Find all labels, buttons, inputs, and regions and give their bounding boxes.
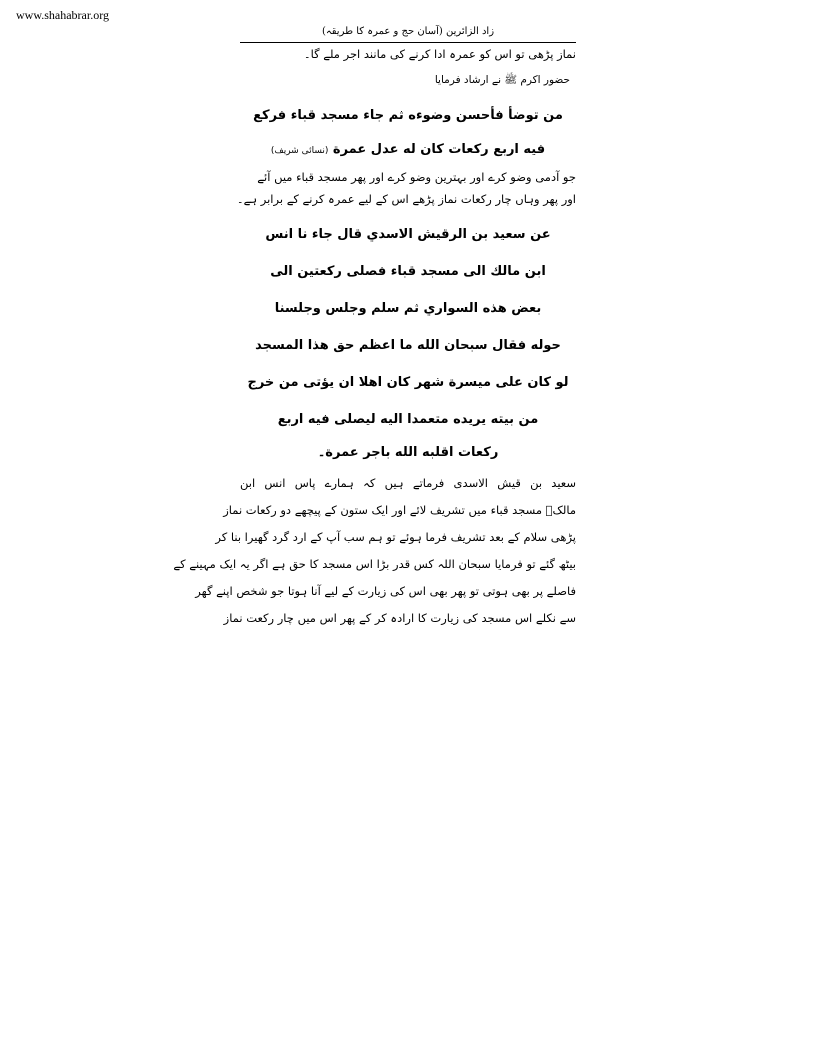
hadith-2-line-7: ركعات اقلبه الله باجر عمرة۔ bbox=[317, 445, 499, 460]
translation-2-line-6: سے نکلے اس مسجد کی زیارت کا ارادہ کر کے پھر اس میں چار رکعت نماز bbox=[223, 611, 576, 625]
hadith-2-block bbox=[240, 216, 576, 468]
hadith-2-line-2: ابن مالك الى مسجد قباء فصلى ركعتين الى bbox=[270, 264, 546, 279]
hadith-1-reference: (نسائی شریف) bbox=[270, 146, 329, 156]
translation-2-line-4: بیٹھ گئے تو فرمایا سبحان اللہ کس قدر بڑا اس مسجد کا حق ہے اگر یہ ایک مہینے کے bbox=[173, 557, 576, 571]
intro-line-1: نماز پڑھی تو اس کو عمرہ ادا کرنے کی مانند اجر ملے گا۔ bbox=[303, 47, 576, 61]
translation-1-line-2: اور پھر وہاں چار رکعات نماز پڑھے اس کے لیے عمرہ کرنے کے برابر ہے۔ bbox=[236, 192, 576, 206]
hadith-2-line-1: عن سعيد بن الرقيش الاسدي قال جاء نا انس bbox=[265, 227, 551, 242]
website-watermark: www.shahabrar.org bbox=[16, 8, 109, 22]
running-header: زاد الزائرین (آسان حج و عمرہ کا طریقہ) bbox=[240, 22, 576, 43]
translation-2-line-2: مالکؓ مسجد قباء میں تشریف لائے اور ایک ستون کے پیچھے دو رکعات نماز bbox=[223, 503, 576, 517]
hadith-2-line-4: حوله فقال سبحان الله ما اعظم حق هذا المسجد bbox=[255, 338, 561, 353]
translation-2-line-5: فاصلے پر بھی ہوتی تو پھر بھی اس کی زیارت کے لیے آنا ہوتا جو شخص اپنے گھر bbox=[195, 584, 576, 598]
hadith-2-line-5: لو كان على ميسرة شهر كان اهلا ان يؤتى من خرج bbox=[247, 375, 569, 390]
hadith-1-line-2 bbox=[240, 134, 576, 166]
book-page bbox=[173, 22, 576, 632]
hadith-2-line-6: من بيته يريده متعمدا اليه ليصلى فيه اربع bbox=[277, 412, 539, 427]
translation-1-line-1: جو آدمی وضو کرے اور بہترین وضو کرے اور پھر مسجد قباء میں آئے bbox=[257, 170, 576, 184]
hadith-2-line-3: بعض هذه السواري ثم سلم وجلس وجلسنا bbox=[274, 301, 542, 316]
translation-2-line-1: سعید بن قیش الاسدی فرماتے ہیں کہ ہمارے پاس انس ابن bbox=[240, 476, 576, 490]
hadith-1-line-2-text: فيه اربع ركعات كان له عدل عمرة bbox=[332, 142, 546, 157]
translation-2-line-3: پڑھی سلام کے بعد تشریف فرما ہوئے تو ہم سب آپ کے ارد گرد گھیرا بنا کر bbox=[215, 530, 576, 544]
translation-2-block bbox=[173, 470, 576, 632]
intro-line-2: حضور اکرم ﷺ نے ارشاد فرمایا bbox=[434, 74, 570, 86]
hadith-1-line-1: من توضأ فأحسن وضوءه ثم جاء مسجد قباء فركع bbox=[253, 108, 563, 123]
